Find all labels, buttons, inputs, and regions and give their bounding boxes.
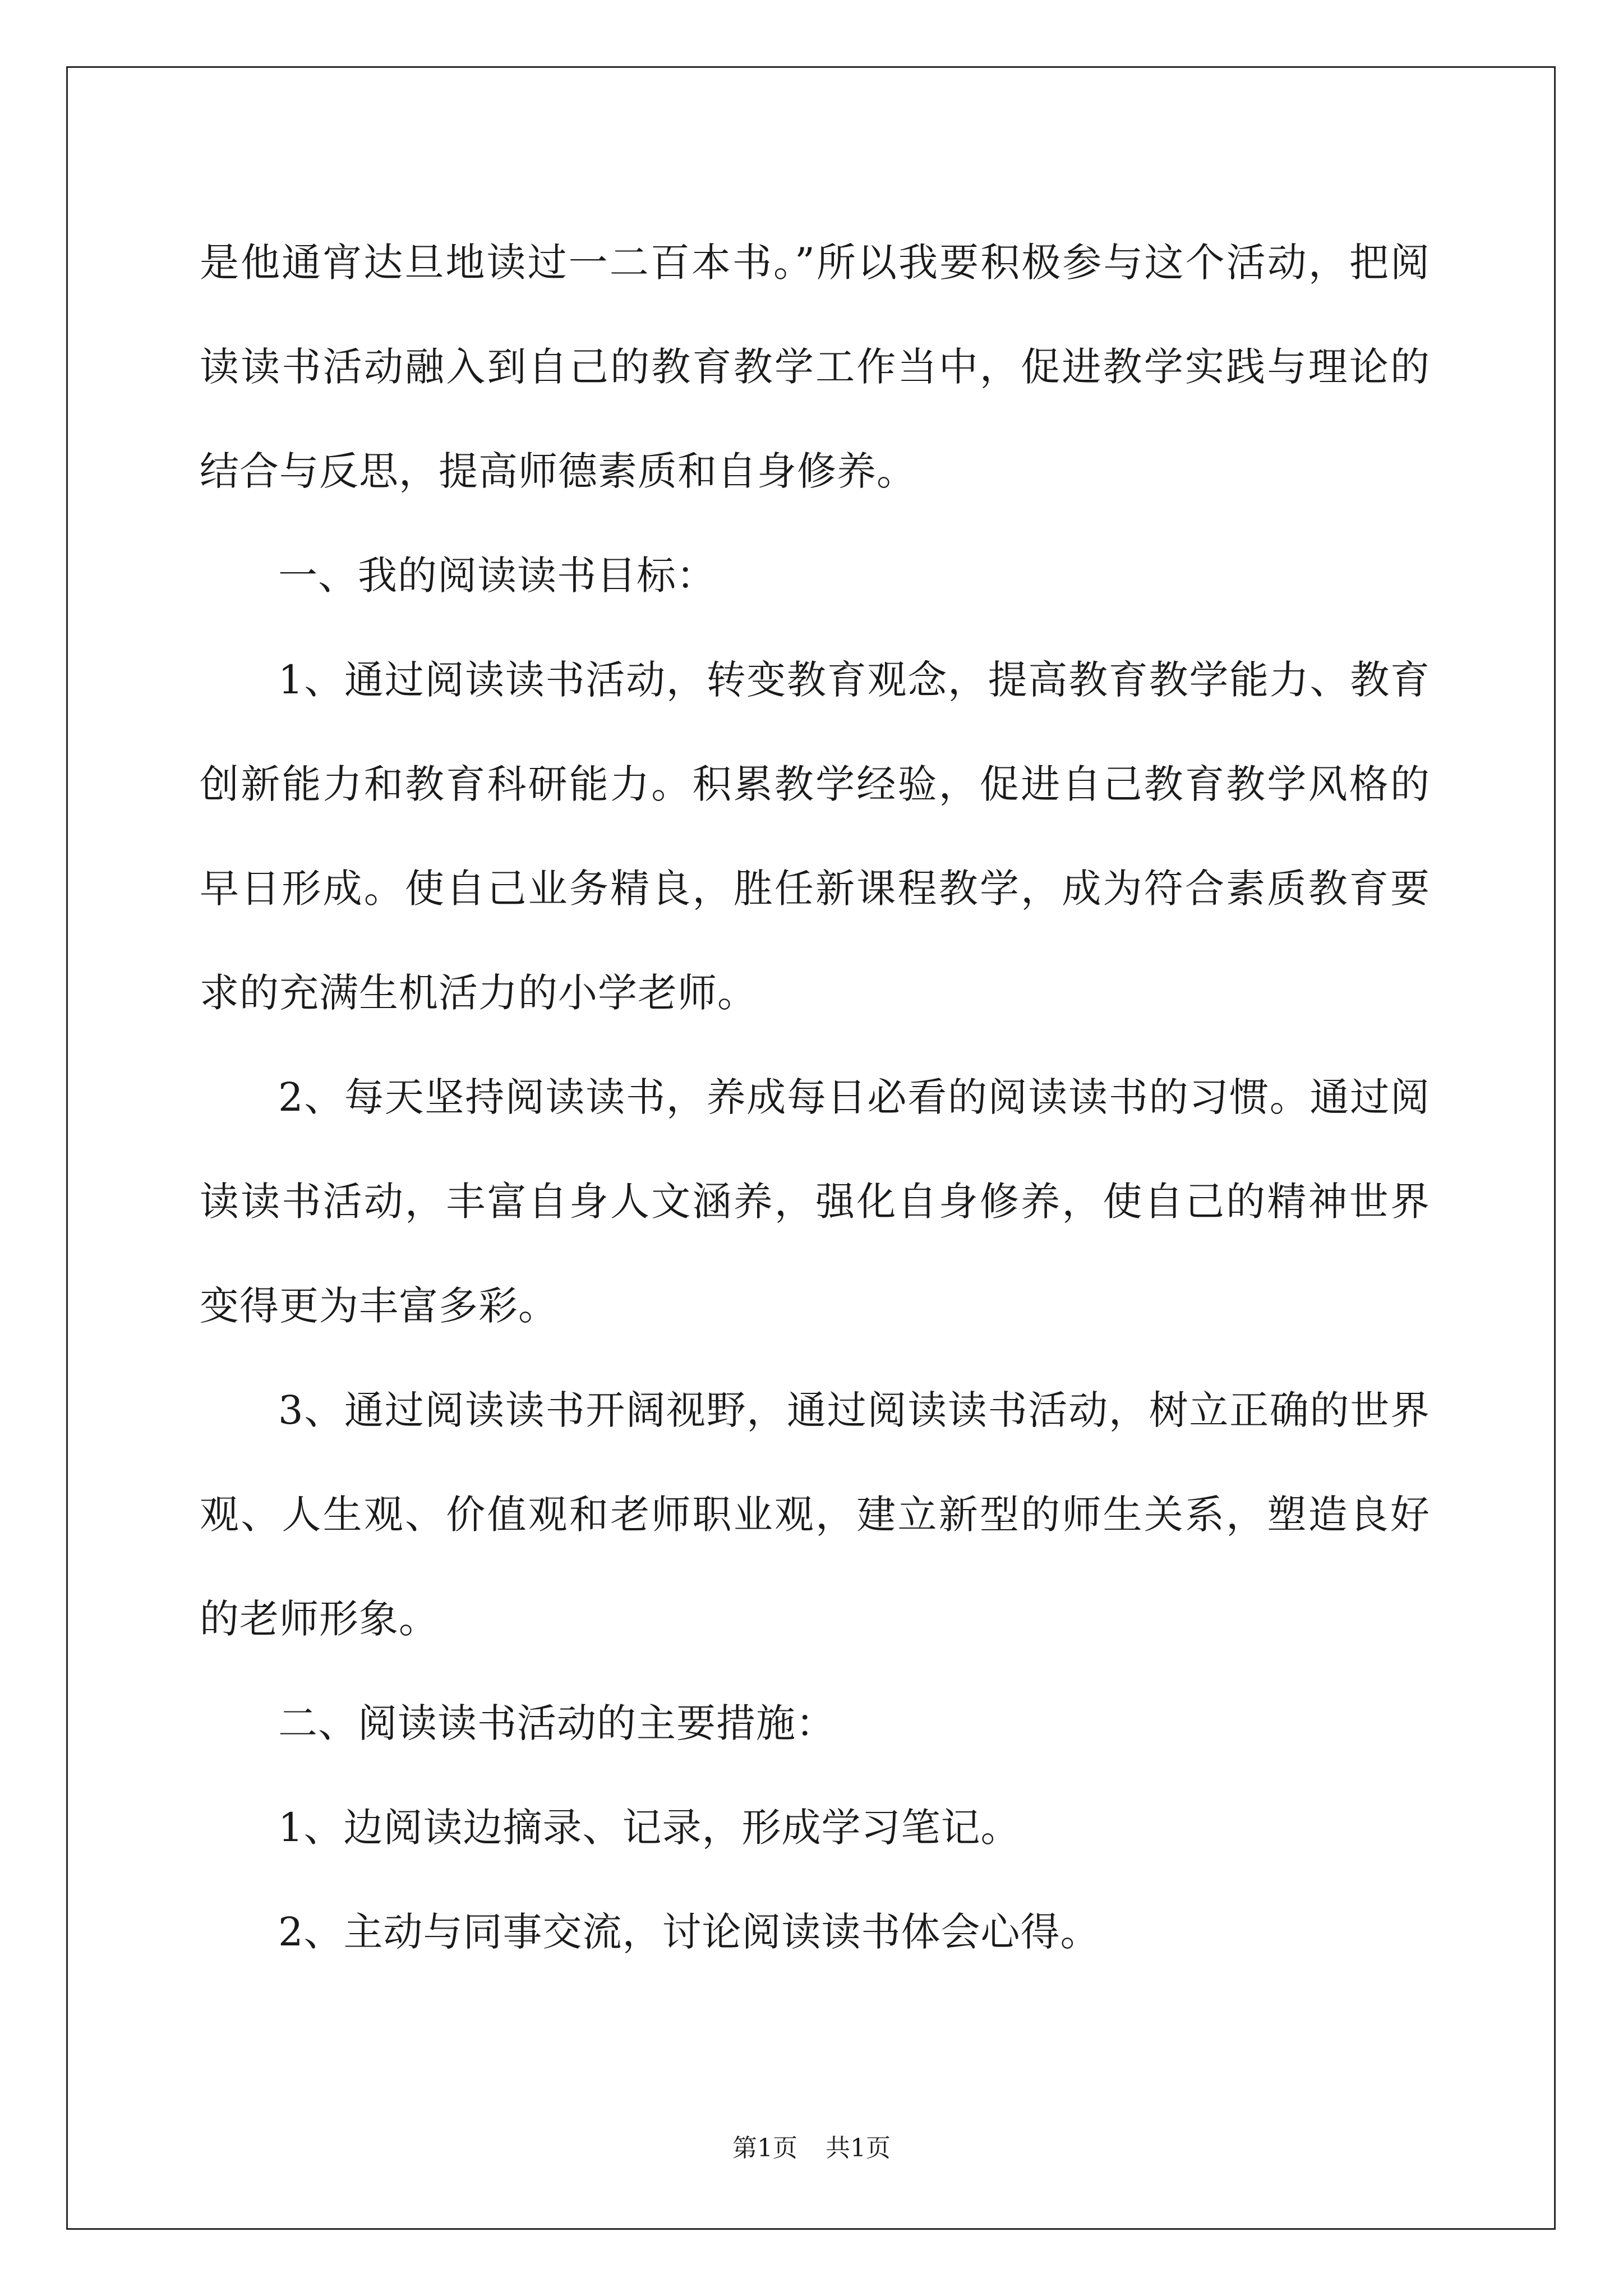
goal-item-2: 2、每天坚持阅读读书，养成每日必看的阅读读书的习惯。通过阅读读书活动，丰富自身人文涵养，强化自身修养，使自己的精神世界变得更为丰富多彩。: [200, 1074, 1430, 1329]
page-total: 共1页: [826, 2134, 891, 2162]
page-footer: [0, 2132, 1623, 2165]
document-body: [200, 210, 1430, 1984]
page-number: 第1页: [732, 2134, 797, 2162]
heading-main-measures: 二、阅读读书活动的主要措施：: [278, 1700, 836, 1746]
goal-item-1: 1、通过阅读读书活动，转变教育观念，提高教育教学能力、教育创新能力和教育科研能力。积累教学经验，促进自己教育教学风格的早日形成。使自己业务精良，胜任新课程教学，成为符合素质教育要求的充满生机活力的小学老师。: [200, 657, 1430, 1016]
measure-item-2: 2、主动与同事交流，讨论阅读读书体会心得。: [278, 1909, 1100, 1955]
heading-reading-goals: 一、我的阅读读书目标：: [278, 553, 716, 599]
goal-item-3: 3、通过阅读读书开阔视野，通过阅读读书活动，树立正确的世界观、人生观、价值观和老师职业观，建立新型的师生关系，塑造良好的老师形象。: [200, 1387, 1430, 1642]
paragraph-1: 是他通宵达旦地读过一二百本书。”所以我要积极参与这个活动，把阅读读书活动融入到自己的教育教学工作当中，促进教学实践与理论的结合与反思，提高师德素质和自身修养。: [200, 240, 1430, 494]
measure-item-1: 1、边阅读边摘录、记录，形成学习笔记。: [278, 1805, 1021, 1851]
